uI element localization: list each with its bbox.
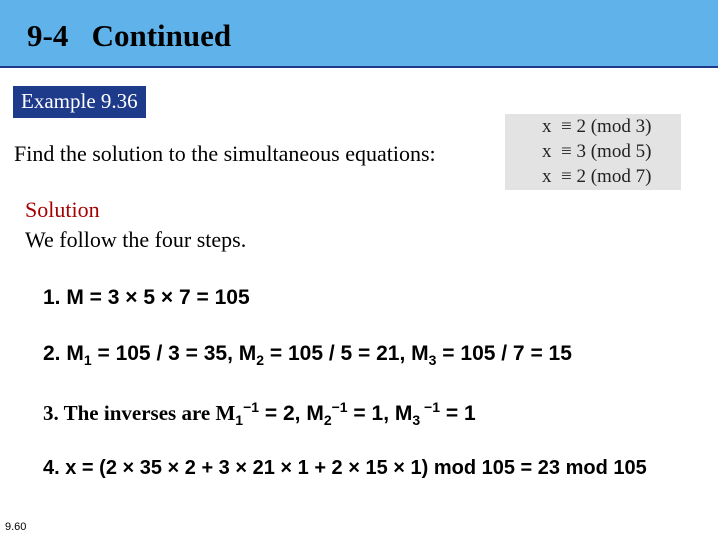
step-3-sub-1: 1 <box>235 412 244 428</box>
step-2-prefix: 2. M <box>43 342 84 365</box>
step-2-sub-1: 1 <box>83 352 92 368</box>
step-3-prefix: 3. The inverses are M <box>43 401 236 425</box>
solution-intro: We follow the four steps. <box>25 227 247 252</box>
solution-heading: Solution <box>25 197 100 222</box>
problem-statement: Find the solution to the simultaneous equations: <box>14 141 436 166</box>
step-3-part-1: = 2, M <box>259 402 324 425</box>
step-2-sub-2: 2 <box>256 352 265 368</box>
step-2-part-3: = 105 / 7 = 15 <box>436 342 572 365</box>
step-1 <box>43 286 250 310</box>
title-bar <box>0 0 718 68</box>
step-4 <box>43 457 647 480</box>
slide-title: 9-4 Continued <box>27 18 232 53</box>
step-2-sub-3: 3 <box>428 352 437 368</box>
step-3 <box>43 399 476 428</box>
step-2-part-1: = 105 / 3 = 35, M <box>91 342 257 365</box>
step-3-sup-1: −1 <box>243 399 260 415</box>
step-4-text: 4. x = (2 × 35 × 2 + 3 × 21 × 1 + 2 × 15 × 1) mod 105 = 23 mod 105 <box>43 457 647 479</box>
equation-2: x ≡ 3 (mod 5) <box>542 141 652 162</box>
page-number: 9.60 <box>5 521 27 533</box>
step-3-part-2: = 1, M <box>347 402 413 425</box>
step-3-part-3: = 1 <box>440 402 476 425</box>
step-2-part-2: = 105 / 5 = 21, M <box>264 342 429 365</box>
step-3-sup-2: −1 <box>331 399 348 415</box>
equations-box <box>505 114 681 190</box>
step-3-sub-3: 3 <box>412 412 421 428</box>
equation-3: x ≡ 2 (mod 7) <box>542 166 652 187</box>
step-1-text: 1. M = 3 × 5 × 7 = 105 <box>43 286 250 309</box>
equation-1: x ≡ 2 (mod 3) <box>542 116 652 137</box>
step-2 <box>43 342 572 368</box>
example-label: Example 9.36 <box>13 86 146 118</box>
step-3-sub-2: 2 <box>323 412 332 428</box>
step-3-sup-3: −1 <box>420 399 441 415</box>
